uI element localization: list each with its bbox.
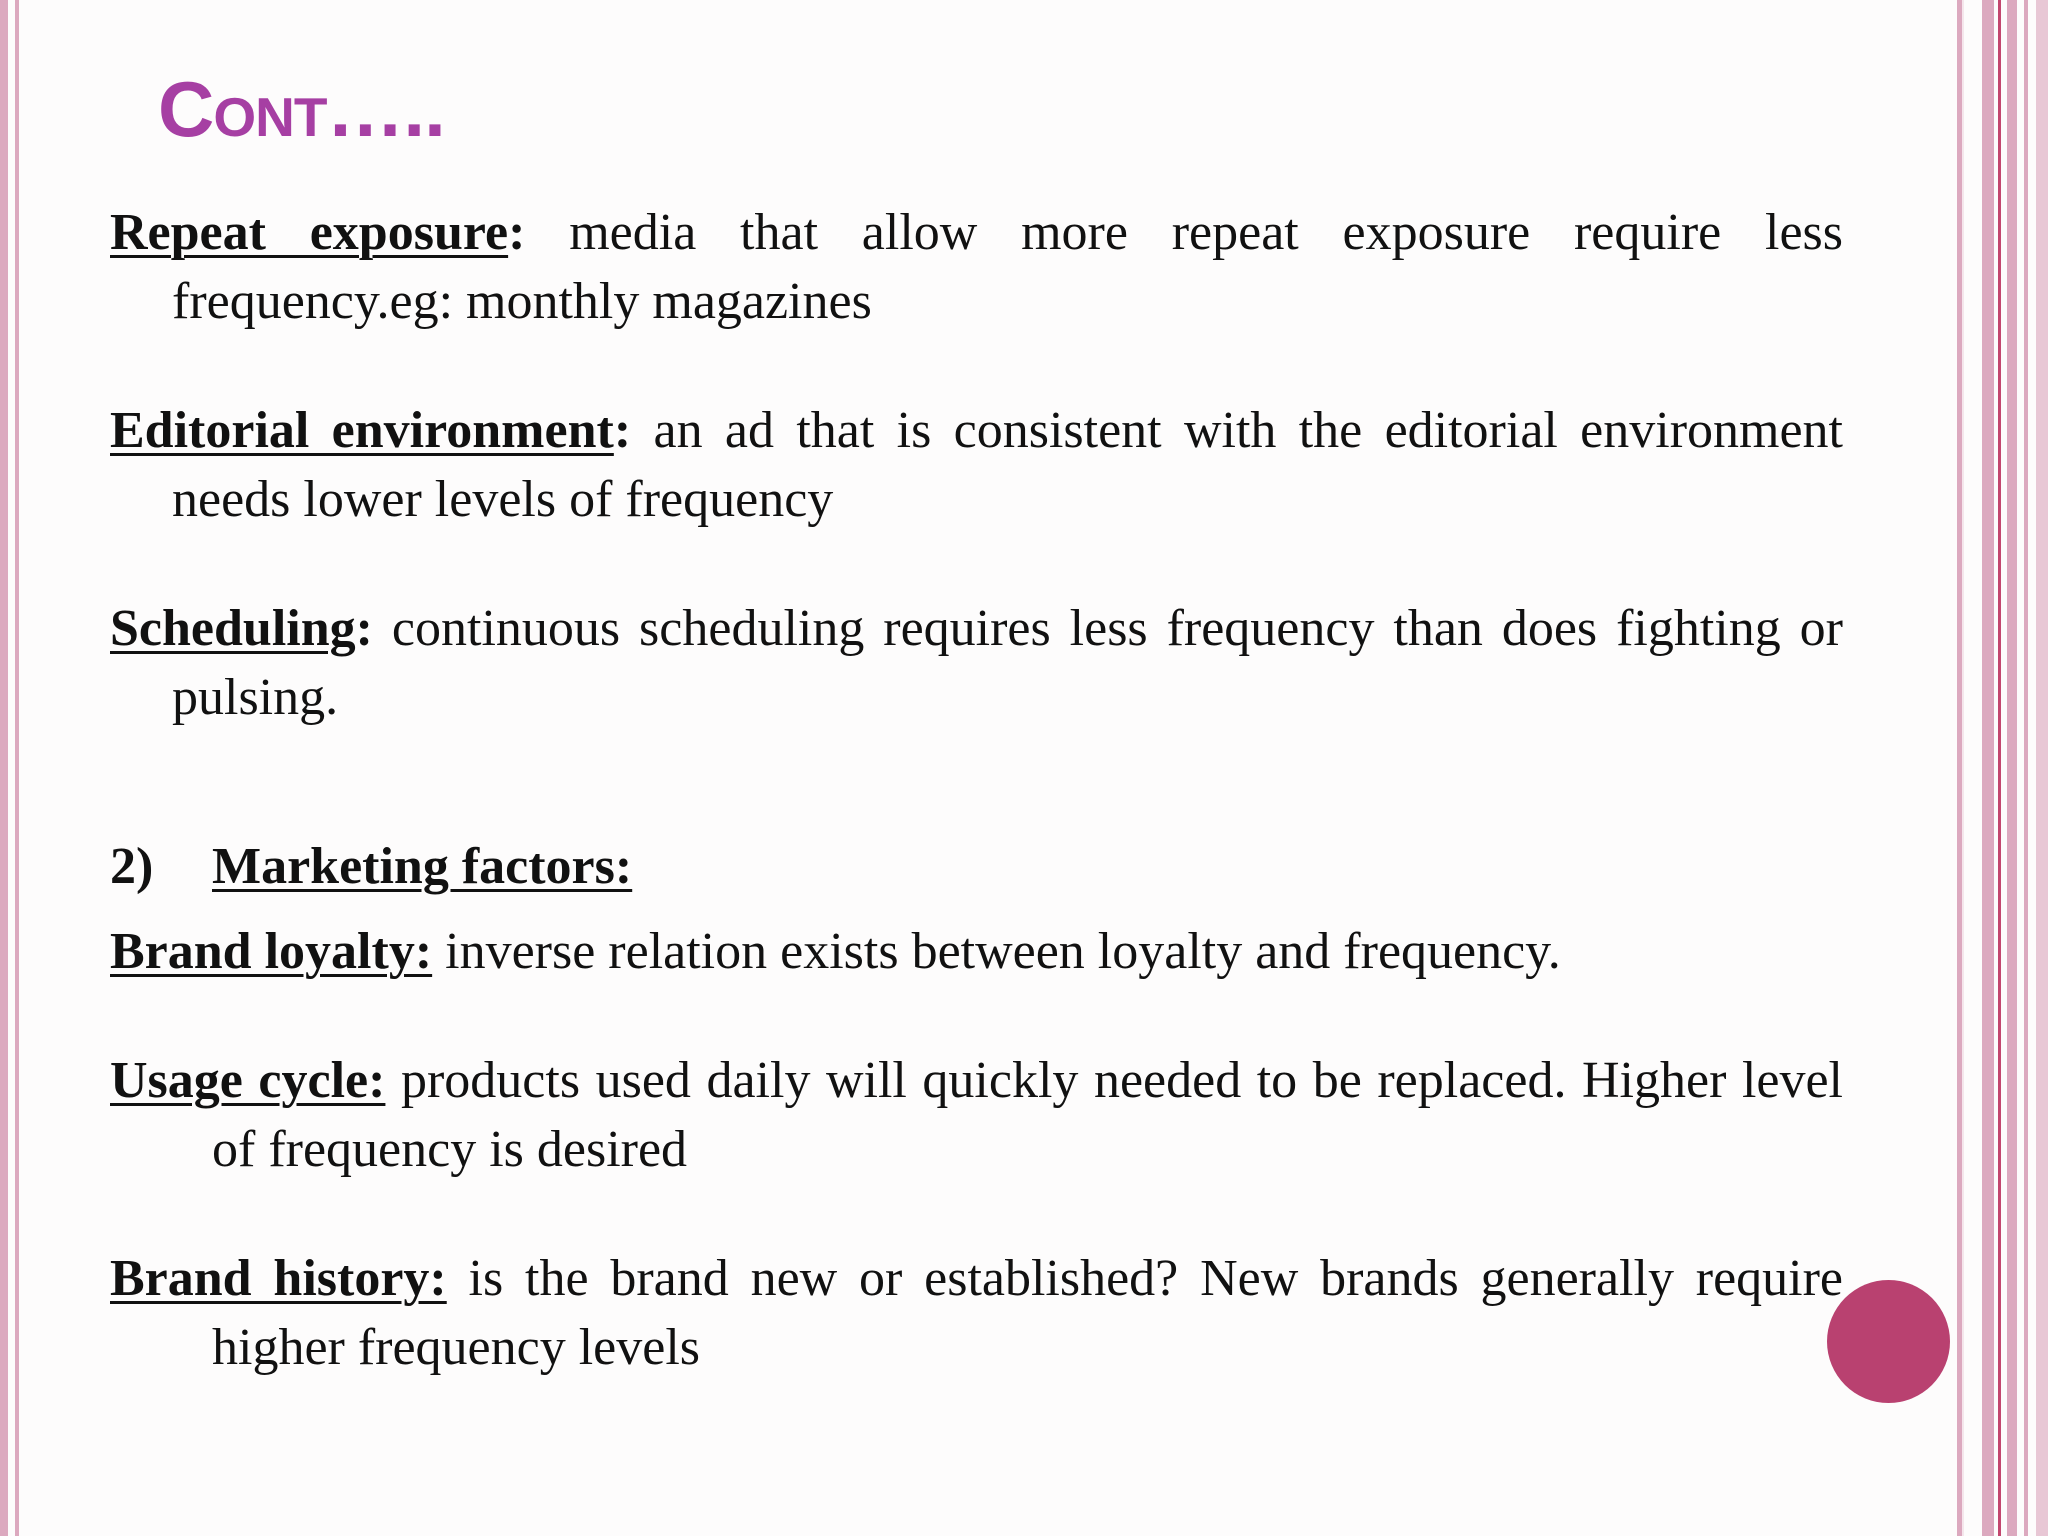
bullet-editorial-environment — [110, 396, 1843, 534]
term-colon: : — [613, 402, 632, 459]
spacer — [110, 732, 1843, 832]
bullet-brand-loyalty — [110, 917, 1843, 986]
border-line — [1998, 0, 2001, 1536]
border-line — [1962, 0, 1964, 1536]
border-line — [2007, 0, 2017, 1536]
border-line — [2036, 0, 2048, 1536]
spacer — [110, 901, 1843, 917]
bullet-text: continuous scheduling requires less frequency than does fighting or pulsing. — [172, 600, 1843, 726]
spacer — [110, 336, 1843, 396]
spacer — [110, 986, 1843, 1046]
border-line — [2024, 0, 2028, 1536]
term-colon: : — [508, 204, 526, 261]
spacer — [110, 1184, 1843, 1244]
section-label: Marketing factors: — [212, 838, 633, 895]
bullet-repeat-exposure — [110, 198, 1843, 336]
bullet-usage-cycle — [110, 1046, 1843, 1184]
bullet-brand-history — [110, 1244, 1843, 1382]
border-line — [0, 0, 8, 1536]
border-line — [15, 0, 19, 1536]
bullet-text: an ad that is consistent with the editorial environment needs lower levels of frequency — [172, 402, 1844, 528]
slide-title: Cont….. — [158, 65, 445, 153]
section-heading — [110, 832, 1843, 901]
term-label: Repeat exposure — [110, 204, 509, 261]
slide-content — [110, 198, 1843, 1382]
term-label: Editorial environment — [110, 402, 614, 459]
term-label: Scheduling — [110, 600, 356, 657]
bullet-text: products used daily will quickly needed to be replaced. Higher level of frequency is desired — [212, 1052, 1843, 1178]
spacer — [110, 534, 1843, 594]
bullet-text: is the brand new or established? New brands generally require higher frequency levels — [212, 1250, 1844, 1376]
bullet-text: inverse relation exists between loyalty and frequency. — [432, 923, 1561, 980]
term-label: Usage cycle: — [110, 1052, 386, 1109]
decorative-circle — [1827, 1280, 1950, 1403]
term-label: Brand history: — [110, 1250, 447, 1307]
bullet-text: media that allow more repeat exposure require less frequency.eg: monthly magazines — [172, 204, 1844, 330]
bullet-scheduling — [110, 594, 1843, 732]
border-line — [1982, 0, 1994, 1536]
section-number: 2) — [110, 838, 154, 895]
term-label: Brand loyalty: — [110, 923, 433, 980]
term-colon: : — [355, 600, 373, 657]
